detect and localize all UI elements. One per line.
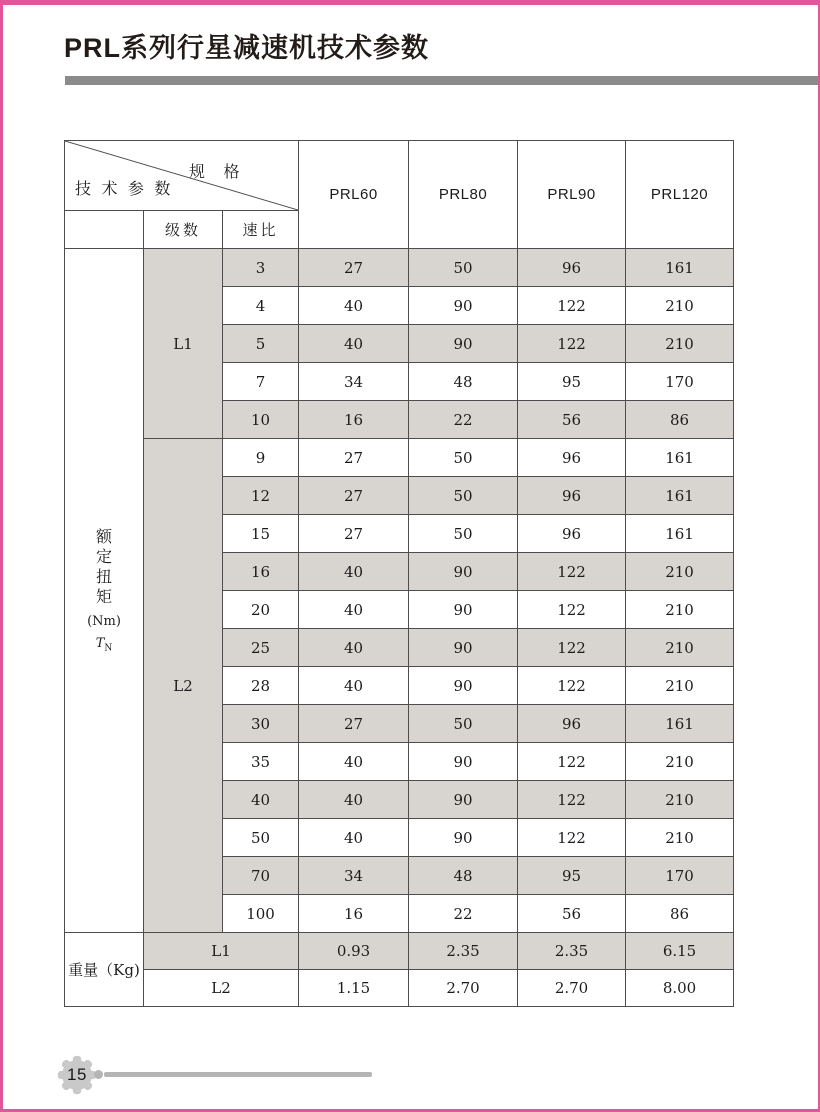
value-cell: 40 xyxy=(299,553,409,591)
value-cell: 27 xyxy=(299,515,409,553)
value-cell: 90 xyxy=(409,667,518,705)
value-cell: 170 xyxy=(626,363,734,401)
weight-value: 1.15 xyxy=(299,970,409,1007)
stage-cell-l2: L2 xyxy=(144,439,223,933)
value-cell: 122 xyxy=(518,819,626,857)
torque-vertical-label: 额定扭矩 xyxy=(96,527,113,607)
value-cell: 27 xyxy=(299,477,409,515)
ratio-cell: 3 xyxy=(223,249,299,287)
value-cell: 90 xyxy=(409,629,518,667)
value-cell: 90 xyxy=(409,287,518,325)
value-cell: 86 xyxy=(626,895,734,933)
value-cell: 34 xyxy=(299,857,409,895)
value-cell: 86 xyxy=(626,401,734,439)
value-cell: 90 xyxy=(409,553,518,591)
value-cell: 210 xyxy=(626,743,734,781)
ratio-cell: 9 xyxy=(223,439,299,477)
spec-table-header xyxy=(65,141,734,249)
spec-table-row xyxy=(65,249,734,287)
value-cell: 40 xyxy=(299,743,409,781)
value-cell: 122 xyxy=(518,287,626,325)
value-cell: 210 xyxy=(626,591,734,629)
ratio-cell: 10 xyxy=(223,401,299,439)
value-cell: 122 xyxy=(518,743,626,781)
value-cell: 34 xyxy=(299,363,409,401)
weight-row-l1 xyxy=(65,933,734,970)
ratio-cell: 12 xyxy=(223,477,299,515)
value-cell: 50 xyxy=(409,477,518,515)
value-cell: 161 xyxy=(626,477,734,515)
ratio-cell: 20 xyxy=(223,591,299,629)
value-cell: 40 xyxy=(299,819,409,857)
torque-label-block xyxy=(65,527,143,654)
weight-stage-l2: L2 xyxy=(144,970,299,1007)
value-cell: 40 xyxy=(299,325,409,363)
footer-line-dot xyxy=(94,1070,103,1079)
value-cell: 161 xyxy=(626,705,734,743)
value-cell: 122 xyxy=(518,553,626,591)
value-cell: 50 xyxy=(409,249,518,287)
value-cell: 96 xyxy=(518,249,626,287)
diagonal-header-cell xyxy=(65,141,299,211)
value-cell: 170 xyxy=(626,857,734,895)
page-title: PRL系列行星减速机技术参数 xyxy=(64,33,429,63)
stage-column-header: 级数 xyxy=(144,211,223,249)
value-cell: 50 xyxy=(409,439,518,477)
value-cell: 50 xyxy=(409,705,518,743)
value-cell: 90 xyxy=(409,819,518,857)
ratio-cell: 35 xyxy=(223,743,299,781)
weight-row-l2 xyxy=(65,970,734,1007)
corner-label-spec: 规 格 xyxy=(189,164,247,181)
ratio-cell: 16 xyxy=(223,553,299,591)
value-cell: 27 xyxy=(299,439,409,477)
ratio-cell: 15 xyxy=(223,515,299,553)
value-cell: 95 xyxy=(518,857,626,895)
model-header-prl80: PRL80 xyxy=(409,141,518,249)
weight-stage-l1: L1 xyxy=(144,933,299,970)
torque-symbol-letter: T xyxy=(95,636,105,652)
value-cell: 22 xyxy=(409,895,518,933)
value-cell: 95 xyxy=(518,363,626,401)
weight-section xyxy=(65,933,734,1007)
value-cell: 122 xyxy=(518,781,626,819)
value-cell: 161 xyxy=(626,439,734,477)
spec-table-body xyxy=(65,249,734,933)
spec-table xyxy=(64,140,734,1007)
value-cell: 48 xyxy=(409,363,518,401)
model-header-prl90: PRL90 xyxy=(518,141,626,249)
corner-label-parameters: 技 术 参 数 xyxy=(75,181,174,198)
value-cell: 161 xyxy=(626,249,734,287)
value-cell: 56 xyxy=(518,401,626,439)
weight-value: 8.00 xyxy=(626,970,734,1007)
torque-symbol xyxy=(96,636,113,654)
value-cell: 122 xyxy=(518,667,626,705)
torque-unit: (Nm) xyxy=(87,614,121,630)
weight-value: 2.70 xyxy=(518,970,626,1007)
weight-row-header: 重量（Kg) xyxy=(65,933,144,1007)
ratio-cell: 30 xyxy=(223,705,299,743)
value-cell: 210 xyxy=(626,781,734,819)
ratio-cell: 70 xyxy=(223,857,299,895)
weight-value: 2.70 xyxy=(409,970,518,1007)
page-border-top xyxy=(0,0,820,5)
ratio-cell: 25 xyxy=(223,629,299,667)
value-cell: 161 xyxy=(626,515,734,553)
empty-header-cell xyxy=(65,211,144,249)
value-cell: 210 xyxy=(626,667,734,705)
ratio-column-header: 速比 xyxy=(223,211,299,249)
ratio-cell: 100 xyxy=(223,895,299,933)
torque-symbol-subscript: N xyxy=(104,643,113,654)
value-cell: 90 xyxy=(409,781,518,819)
value-cell: 122 xyxy=(518,325,626,363)
value-cell: 40 xyxy=(299,629,409,667)
page-number: 15 xyxy=(67,1065,87,1084)
value-cell: 210 xyxy=(626,287,734,325)
spec-table-row xyxy=(65,439,734,477)
value-cell: 210 xyxy=(626,325,734,363)
value-cell: 90 xyxy=(409,325,518,363)
ratio-cell: 4 xyxy=(223,287,299,325)
value-cell: 48 xyxy=(409,857,518,895)
value-cell: 90 xyxy=(409,743,518,781)
value-cell: 96 xyxy=(518,477,626,515)
ratio-cell: 5 xyxy=(223,325,299,363)
value-cell: 210 xyxy=(626,629,734,667)
value-cell: 90 xyxy=(409,591,518,629)
torque-row-header xyxy=(65,249,144,933)
title-underline-bar xyxy=(65,76,818,85)
value-cell: 40 xyxy=(299,667,409,705)
value-cell: 56 xyxy=(518,895,626,933)
value-cell: 96 xyxy=(518,705,626,743)
footer-rule-line xyxy=(104,1072,372,1077)
value-cell: 210 xyxy=(626,819,734,857)
weight-value: 0.93 xyxy=(299,933,409,970)
ratio-cell: 28 xyxy=(223,667,299,705)
model-header-prl60: PRL60 xyxy=(299,141,409,249)
value-cell: 96 xyxy=(518,439,626,477)
value-cell: 40 xyxy=(299,591,409,629)
page-border-left xyxy=(0,0,3,1112)
value-cell: 16 xyxy=(299,401,409,439)
value-cell: 27 xyxy=(299,249,409,287)
ratio-cell: 7 xyxy=(223,363,299,401)
weight-value: 2.35 xyxy=(409,933,518,970)
value-cell: 27 xyxy=(299,705,409,743)
value-cell: 122 xyxy=(518,591,626,629)
value-cell: 96 xyxy=(518,515,626,553)
value-cell: 40 xyxy=(299,781,409,819)
value-cell: 22 xyxy=(409,401,518,439)
value-cell: 50 xyxy=(409,515,518,553)
weight-value: 6.15 xyxy=(626,933,734,970)
value-cell: 122 xyxy=(518,629,626,667)
value-cell: 40 xyxy=(299,287,409,325)
stage-cell-l1: L1 xyxy=(144,249,223,439)
value-cell: 16 xyxy=(299,895,409,933)
ratio-cell: 50 xyxy=(223,819,299,857)
value-cell: 210 xyxy=(626,553,734,591)
model-header-prl120: PRL120 xyxy=(626,141,734,249)
ratio-cell: 40 xyxy=(223,781,299,819)
weight-value: 2.35 xyxy=(518,933,626,970)
